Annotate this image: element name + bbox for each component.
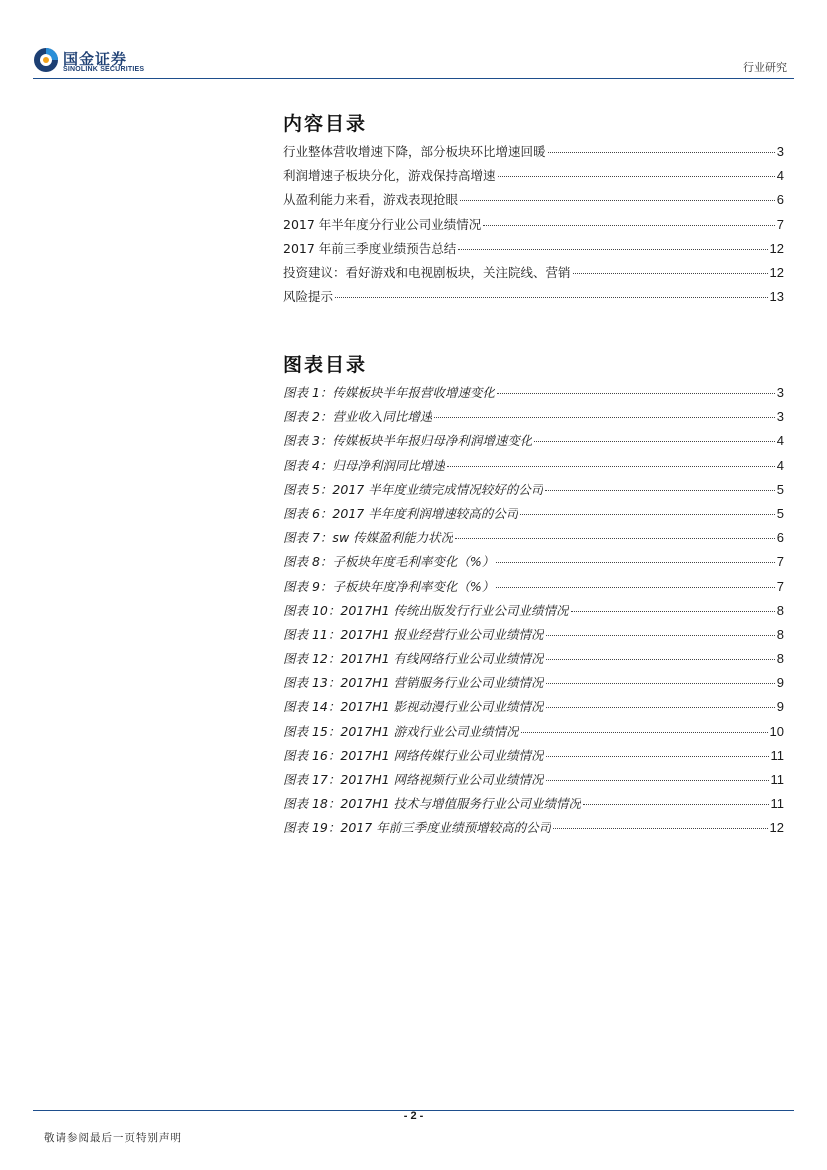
- contents-entry[interactable]: [283, 213, 784, 237]
- dot-leader: [460, 200, 775, 201]
- contents-entry[interactable]: [283, 188, 784, 212]
- chart-entry[interactable]: [283, 623, 784, 647]
- charts-title: 图表目录: [283, 354, 368, 376]
- chart-entry[interactable]: [283, 454, 784, 478]
- toc-entry-page: 3: [776, 409, 784, 425]
- dot-leader: [497, 393, 775, 394]
- dot-leader: [458, 249, 767, 250]
- toc-entry-page: 9: [776, 699, 784, 715]
- dot-leader: [546, 756, 769, 757]
- toc-entry-page: 7: [776, 554, 784, 570]
- logo-english-name: SINOLINK SECURITIES: [63, 66, 145, 73]
- toc-entry-label: 图表 5：2017 半年度业绩完成情况较好的公司: [283, 481, 544, 497]
- logo-chinese-name: 国金证券: [63, 50, 128, 68]
- dot-leader: [496, 587, 774, 588]
- contents-entry[interactable]: [283, 140, 784, 164]
- chart-entry[interactable]: [283, 405, 784, 429]
- toc-entry-label: 图表 12：2017H1 有线网络行业公司业绩情况: [283, 651, 544, 667]
- chart-entry[interactable]: [283, 792, 784, 816]
- toc-entry-page: 4: [776, 457, 784, 473]
- chart-entry[interactable]: [283, 478, 784, 502]
- toc-entry-page: 4: [776, 168, 784, 184]
- toc-entry-label: 投资建议：看好游戏和电视剧板块，关注院线、营销: [283, 264, 571, 280]
- toc-entry-label: 图表 7：sw 传媒盈利能力状况: [283, 530, 454, 546]
- chart-entry[interactable]: [283, 599, 784, 623]
- chart-entry[interactable]: [283, 647, 784, 671]
- toc-entry-label: 2017 年半年度分行业公司业绩情况: [283, 216, 482, 232]
- chart-entry[interactable]: [283, 671, 784, 695]
- toc-entry-label: 行业整体营收增速下降，部分板块环比增速回暖: [283, 144, 546, 159]
- toc-entry-label: 从盈利能力来看，游戏表现抢眼: [283, 192, 459, 208]
- toc-entry-label: 图表 16：2017H1 网络传媒行业公司业绩情况: [283, 747, 544, 763]
- disclaimer-note: 敬请参阅最后一页特别声明: [44, 1132, 182, 1144]
- chart-entry[interactable]: [283, 768, 784, 792]
- toc-entry-page: 12: [769, 820, 784, 836]
- toc-entry-page: 12: [769, 240, 784, 256]
- toc-entry-label: 图表 13：2017H1 营销服务行业公司业绩情况: [283, 675, 544, 691]
- toc-entry-label: 图表 17：2017H1 网络视频行业公司业绩情况: [283, 772, 544, 787]
- dot-leader: [455, 538, 775, 539]
- toc-entry-label: 利润增速子板块分化，游戏保持高增速: [283, 168, 496, 184]
- toc-entry-label: 图表 19：2017 年前三季度业绩预增较高的公司: [283, 820, 552, 836]
- company-logo: [33, 47, 153, 79]
- toc-entry-page: 7: [776, 578, 784, 594]
- toc-entry-page: 11: [770, 772, 784, 787]
- page-number: - 2 -: [403, 1110, 424, 1122]
- dot-leader: [573, 273, 768, 274]
- toc-entry-page: 4: [776, 433, 784, 449]
- dot-leader: [496, 562, 774, 563]
- dot-leader: [520, 514, 775, 515]
- toc-entry-label: 图表 4：归母净利润同比增速: [283, 457, 445, 473]
- dot-leader: [545, 490, 775, 491]
- toc-entry-label: 图表 3：传媒板块半年报归母净利润增速变化: [283, 433, 533, 449]
- contents-entry[interactable]: [283, 237, 784, 261]
- dot-leader: [546, 659, 775, 660]
- toc-entry-label: 2017 年前三季度业绩预告总结: [283, 240, 457, 256]
- dot-leader: [434, 417, 774, 418]
- toc-entry-label: 图表 18：2017H1 技术与增值服务行业公司业绩情况: [283, 796, 582, 812]
- chart-entry[interactable]: [283, 720, 784, 744]
- toc-entry-page: 8: [776, 602, 784, 618]
- toc-entry-page: 12: [769, 264, 784, 280]
- toc-entry-page: 8: [776, 651, 784, 667]
- toc-entry-page: 10: [769, 723, 784, 739]
- dot-leader: [335, 297, 768, 298]
- toc-entry-page: 9: [776, 675, 784, 691]
- toc-entry-page: 6: [776, 192, 784, 208]
- toc-entry-label: 图表 14：2017H1 影视动漫行业公司业绩情况: [283, 699, 544, 715]
- chart-entry[interactable]: [283, 526, 784, 550]
- dot-leader: [583, 804, 768, 805]
- chart-entry[interactable]: [283, 381, 784, 405]
- dot-leader: [498, 176, 775, 177]
- toc-entry-label: 图表 11：2017H1 报业经营行业公司业绩情况: [283, 626, 544, 642]
- toc-entry-page: 5: [776, 505, 784, 521]
- toc-entry-page: 6: [776, 530, 784, 546]
- toc-entry-page: 11: [770, 796, 784, 812]
- chart-entry[interactable]: [283, 502, 784, 526]
- dot-leader: [546, 635, 775, 636]
- toc-entry-label: 图表 6：2017 半年度利润增速较高的公司: [283, 505, 519, 521]
- toc-entry-label: 图表 10：2017H1 传统出版发行行业公司业绩情况: [283, 602, 569, 618]
- chart-entry[interactable]: [283, 429, 784, 453]
- charts-list: [283, 381, 784, 841]
- dot-leader: [534, 441, 774, 442]
- contents-list: [283, 140, 784, 309]
- dot-leader: [553, 828, 767, 829]
- dot-leader: [447, 466, 775, 467]
- chart-entry[interactable]: [283, 695, 784, 719]
- toc-entry-page: 3: [776, 144, 784, 159]
- chart-entry[interactable]: [283, 816, 784, 840]
- toc-entry-label: 图表 1：传媒板块半年报营收增速变化: [283, 385, 495, 400]
- toc-entry-label: 图表 15：2017H1 游戏行业公司业绩情况: [283, 723, 519, 739]
- toc-entry-page: 13: [769, 289, 784, 305]
- dot-leader: [521, 732, 768, 733]
- report-category: 行业研究: [743, 61, 787, 74]
- chart-entry[interactable]: [283, 744, 784, 768]
- sinolink-logo-icon: [33, 47, 59, 73]
- chart-entry[interactable]: [283, 550, 784, 574]
- toc-entry-page: 8: [776, 626, 784, 642]
- toc-entry-label: 图表 8：子板块年度毛利率变化（%）: [283, 554, 495, 570]
- dot-leader: [546, 780, 769, 781]
- dot-leader: [483, 225, 774, 226]
- dot-leader: [546, 683, 775, 684]
- dot-leader: [546, 707, 775, 708]
- toc-entry-page: 7: [776, 216, 784, 232]
- chart-entry[interactable]: [283, 575, 784, 599]
- dot-leader: [571, 611, 775, 612]
- contents-title: 内容目录: [283, 113, 368, 135]
- toc-entry-label: 图表 2：营业收入同比增速: [283, 409, 433, 425]
- dot-leader: [548, 152, 775, 153]
- toc-entry-page: 11: [770, 747, 784, 763]
- contents-entry[interactable]: [283, 285, 784, 309]
- toc-entry-page: 3: [776, 385, 784, 400]
- toc-entry-label: 风险提示: [283, 289, 334, 305]
- page-header: [0, 0, 827, 80]
- toc-entry-label: 图表 9：子板块年度净利率变化（%）: [283, 578, 495, 594]
- header-divider: [33, 78, 794, 79]
- contents-entry[interactable]: [283, 261, 784, 285]
- toc-entry-page: 5: [776, 481, 784, 497]
- contents-entry[interactable]: [283, 164, 784, 188]
